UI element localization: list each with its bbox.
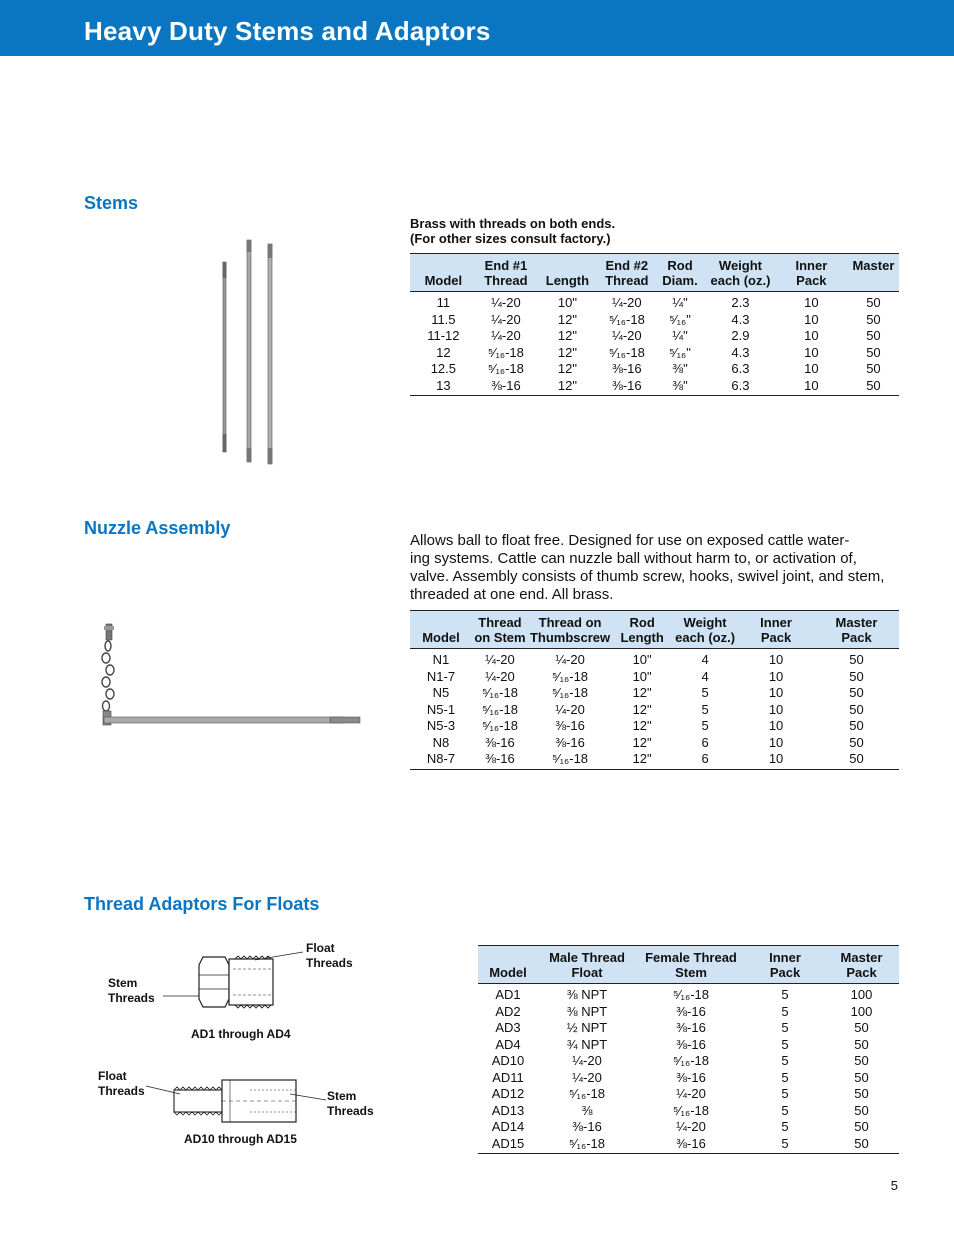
column-header xyxy=(848,254,899,292)
table-cell: 12" xyxy=(557,344,577,360)
stems-note-line1: Brass with threads on both ends. xyxy=(410,216,616,231)
header-line: End #2 xyxy=(605,258,649,273)
header-line: Model xyxy=(424,273,463,288)
stems-section-title: Stems xyxy=(84,193,139,213)
table-cell: 11.5 xyxy=(431,311,456,327)
nuzzle-section-title: Nuzzle Assembly xyxy=(84,518,231,538)
table-cell: AD13 xyxy=(491,1102,525,1118)
table-cell: 10 xyxy=(768,652,784,667)
table-cell: 50 xyxy=(849,701,864,717)
table-cell: 6 xyxy=(701,751,709,766)
header-line: Master xyxy=(840,950,883,965)
header-line: End #1 xyxy=(484,258,528,273)
leader-lines-diagram2 xyxy=(140,1080,340,1120)
table-cell: 10 xyxy=(804,344,819,360)
header-line: Thread xyxy=(484,273,528,288)
table-cell: AD2 xyxy=(495,1003,521,1019)
table-cell: ¾ NPT xyxy=(566,1036,608,1052)
table-cell: 5 xyxy=(781,1102,789,1118)
adaptors-section-title: Thread Adaptors For Floats xyxy=(84,894,320,914)
label-line: Stem xyxy=(327,1089,357,1103)
header-line: Stem xyxy=(675,965,707,980)
header-line: on Stem xyxy=(474,630,526,645)
table-row xyxy=(410,735,899,752)
stem-threads-label xyxy=(108,976,155,1006)
column-header xyxy=(775,254,848,292)
table-cell: ¼-20 xyxy=(572,1053,602,1068)
table-cell: 12" xyxy=(632,685,652,700)
table-cell: 10 xyxy=(768,701,784,717)
table-cell: 100 xyxy=(850,1003,873,1019)
table-cell: 50 xyxy=(854,1119,869,1134)
table-cell: ⁵⁄₁₆-18 xyxy=(481,685,518,700)
table-cell: 50 xyxy=(854,1086,869,1101)
table-cell: ⁵⁄₁₆-18 xyxy=(569,1086,605,1101)
table-cell: 4.3 xyxy=(731,311,750,327)
column-header xyxy=(600,254,654,292)
table-cell: 5 xyxy=(781,1036,789,1052)
column-header xyxy=(538,946,636,984)
label-line: Threads xyxy=(327,1104,374,1118)
label-line: Threads xyxy=(306,956,353,970)
table-cell: 50 xyxy=(849,685,864,700)
table-cell: 10 xyxy=(804,311,819,327)
table-cell: 50 xyxy=(854,1036,869,1052)
table-row xyxy=(478,1119,899,1136)
table-cell: 5 xyxy=(701,718,709,733)
header-line: Model xyxy=(489,965,527,980)
table-cell: ⅜" xyxy=(672,377,688,393)
adaptors-table xyxy=(478,945,899,1154)
table-cell: 10" xyxy=(557,295,577,310)
nuzzle-desc-line: valve. Assembly consists of thumb screw, hooks, swivel joint, and stem, xyxy=(410,568,885,585)
table-cell: AD15 xyxy=(491,1135,525,1151)
table-cell: ⅜ NPT xyxy=(566,1003,608,1019)
thumb-screw xyxy=(104,624,114,640)
column-header xyxy=(746,946,824,984)
nuzzle-description xyxy=(410,532,884,604)
table-cell: AD4 xyxy=(495,1036,521,1052)
header-line: Rod xyxy=(667,258,693,273)
table-cell: 12" xyxy=(557,377,577,393)
diagram1-caption: AD1 through AD4 xyxy=(191,1027,291,1041)
table-cell: N8-7 xyxy=(426,751,456,766)
header-line xyxy=(850,273,897,288)
table-row xyxy=(410,312,899,329)
table-row xyxy=(478,984,899,1004)
table-cell: ⁵⁄₁₆-18 xyxy=(552,668,589,684)
table-cell: 12" xyxy=(632,734,652,750)
nuzzle-table xyxy=(410,610,899,770)
table-cell: 5 xyxy=(781,1135,789,1151)
table-cell: N8 xyxy=(432,734,450,750)
header-line: Female Thread xyxy=(645,950,737,965)
header-line: Diam. xyxy=(662,273,698,288)
table-cell: 12 xyxy=(436,344,451,360)
header-line xyxy=(537,258,598,273)
column-header xyxy=(528,611,612,649)
header-line: Inner xyxy=(769,950,801,965)
column-header xyxy=(672,611,738,649)
table-cell: ¼-20 xyxy=(555,701,585,717)
label-line: Float xyxy=(98,1069,127,1083)
header-line: Weight xyxy=(718,258,763,273)
table-cell: 6.3 xyxy=(731,377,750,393)
column-header xyxy=(477,254,535,292)
table-cell: 4.3 xyxy=(731,344,750,360)
stems-table xyxy=(410,253,899,396)
stems-illustration xyxy=(215,238,285,468)
table-cell: N5-3 xyxy=(426,718,456,733)
table-cell: ⅜-16 xyxy=(612,377,642,393)
table-cell: ⁵⁄₁₆-18 xyxy=(673,1053,709,1068)
column-header xyxy=(535,254,600,292)
table-row xyxy=(410,292,899,312)
header-line: Male Thread xyxy=(549,950,625,965)
table-cell: ⅜" xyxy=(672,361,688,376)
table-cell: 12" xyxy=(632,701,652,717)
label-line: Stem xyxy=(108,976,138,990)
table-cell: 10 xyxy=(768,685,784,700)
header-line: Inner xyxy=(760,615,792,630)
table-cell: 10" xyxy=(632,668,652,684)
header-line: Pack xyxy=(846,965,877,980)
table-cell: 4 xyxy=(701,668,709,684)
header-line: Master xyxy=(835,615,878,630)
column-header xyxy=(410,254,477,292)
header-line: Inner xyxy=(795,258,828,273)
column-header xyxy=(654,254,706,292)
table-cell: ⅜-16 xyxy=(676,1020,706,1035)
table-cell: 100 xyxy=(850,987,873,1002)
table-cell: ⅜-16 xyxy=(676,1003,706,1019)
table-row xyxy=(478,1053,899,1070)
table-cell: 11 xyxy=(436,295,451,310)
table-cell: AD1 xyxy=(495,987,521,1002)
table-cell: N1-7 xyxy=(426,668,456,684)
label-line: Threads xyxy=(108,991,155,1005)
table-cell: ¼-20 xyxy=(491,328,521,343)
table-row xyxy=(478,1103,899,1120)
table-cell: 10 xyxy=(804,295,819,310)
table-cell: ¼-20 xyxy=(555,652,585,667)
column-header xyxy=(738,611,814,649)
table-cell: ⁵⁄₁₆" xyxy=(669,344,691,360)
table-row xyxy=(478,1037,899,1054)
table-cell: ⅜-16 xyxy=(572,1119,602,1134)
table-cell: AD10 xyxy=(491,1053,525,1068)
table-cell: 12.5 xyxy=(430,361,457,376)
page-title: Heavy Duty Stems and Adaptors xyxy=(84,16,491,46)
table-cell: 10 xyxy=(804,361,819,376)
nuzzle-desc-line: Allows ball to float free. Designed for use on exposed cattle water- xyxy=(410,532,850,549)
table-cell: 50 xyxy=(854,1053,869,1068)
table-cell: ⁵⁄₁₆-18 xyxy=(487,361,524,376)
header-line: Pack xyxy=(841,630,872,645)
table-row xyxy=(478,1136,899,1154)
table-cell: AD3 xyxy=(495,1020,521,1035)
table-cell: 12" xyxy=(632,718,652,733)
label-line: Threads xyxy=(98,1084,145,1098)
float-threads-label xyxy=(306,941,353,971)
table-cell: ⅜-16 xyxy=(676,1036,706,1052)
table-cell: ¼" xyxy=(672,295,688,310)
table-cell: 5 xyxy=(701,701,709,717)
stems-note-line2: (For other sizes consult factory.) xyxy=(410,231,611,246)
nuzzle-desc-line: ing systems. Cattle can nuzzle ball without harm to, or activation of, xyxy=(410,550,857,567)
header-line: Weight xyxy=(683,615,727,630)
table-row xyxy=(410,345,899,362)
table-cell: ¼-20 xyxy=(491,311,521,327)
header-line xyxy=(412,615,470,630)
header-line: Master xyxy=(852,258,895,273)
table-cell: 5 xyxy=(781,1053,789,1068)
table-cell: ⅜-16 xyxy=(612,361,642,376)
column-header xyxy=(636,946,746,984)
table-cell: 10 xyxy=(768,734,784,750)
nuzzle-desc-line: threaded at one end. All brass. xyxy=(410,586,614,603)
stems-note xyxy=(410,216,615,246)
table-cell: ¼-20 xyxy=(676,1119,706,1134)
table-cell: 5 xyxy=(781,1003,789,1019)
table-cell: AD12 xyxy=(491,1086,525,1101)
table-cell: AD14 xyxy=(491,1119,525,1134)
table-cell: 50 xyxy=(854,1069,869,1085)
diagram2-caption: AD10 through AD15 xyxy=(184,1132,297,1146)
table-cell: ⅜ xyxy=(581,1102,593,1118)
table-row xyxy=(410,718,899,735)
table-row xyxy=(410,685,899,702)
table-cell: ⅜-16 xyxy=(485,751,515,766)
header-line: Thread xyxy=(478,615,522,630)
column-header xyxy=(410,611,472,649)
table-cell: 50 xyxy=(866,344,881,360)
table-cell: N1 xyxy=(432,652,450,667)
table-cell: ⁵⁄₁₆-18 xyxy=(569,1135,605,1151)
stem-rod-medium xyxy=(247,240,252,462)
table-cell: ¼" xyxy=(672,328,688,343)
column-header xyxy=(814,611,899,649)
table-cell: 4 xyxy=(701,652,709,667)
table-cell: 50 xyxy=(849,751,864,766)
table-cell: 2.3 xyxy=(731,295,750,310)
table-cell: 50 xyxy=(866,361,881,376)
table-cell: 5 xyxy=(701,685,709,700)
header-banner xyxy=(0,0,954,56)
table-row xyxy=(410,669,899,686)
header-line: each (oz.) xyxy=(710,273,771,288)
table-cell: ⅜ NPT xyxy=(566,987,608,1002)
table-cell: ⁵⁄₁₆-18 xyxy=(481,718,518,733)
table-cell: ⁵⁄₁₆-18 xyxy=(673,1102,709,1118)
table-cell: 5 xyxy=(781,1020,789,1035)
table-cell: 5 xyxy=(781,1069,789,1085)
table-cell: ⅜-16 xyxy=(485,734,515,750)
table-cell: 50 xyxy=(854,1102,869,1118)
float-threads-label xyxy=(98,1069,145,1099)
header-line: Thumbscrew xyxy=(529,630,611,645)
table-cell: ⅜-16 xyxy=(555,718,585,733)
table-cell: 50 xyxy=(866,295,881,310)
table-cell: 10 xyxy=(768,668,784,684)
header-line: Pack xyxy=(760,630,792,645)
table-cell: 50 xyxy=(849,718,864,733)
table-cell: 10 xyxy=(768,751,784,766)
header-line: Thread on xyxy=(538,615,602,630)
hook-chain xyxy=(102,641,114,711)
header-line: Rod xyxy=(629,615,655,630)
table-cell: 10 xyxy=(768,718,784,733)
table-row xyxy=(410,378,899,396)
header-line: Float xyxy=(571,965,603,980)
table-cell: AD11 xyxy=(492,1069,524,1085)
column-header xyxy=(706,254,775,292)
table-cell: ⁵⁄₁₆-18 xyxy=(481,701,518,717)
page-number: 5 xyxy=(890,1178,898,1193)
table-cell: N5-1 xyxy=(426,701,456,717)
table-row xyxy=(410,751,899,769)
header-line: Length xyxy=(620,630,664,645)
column-header xyxy=(478,946,538,984)
table-cell: 50 xyxy=(866,328,881,343)
table-row xyxy=(478,1020,899,1037)
table-cell: ½ NPT xyxy=(566,1020,608,1035)
table-cell: 5 xyxy=(781,987,789,1002)
table-cell: ¼-20 xyxy=(612,328,642,343)
table-cell: ¼-20 xyxy=(612,295,642,310)
header-line xyxy=(480,950,536,965)
header-line xyxy=(412,258,475,273)
table-cell: ¼-20 xyxy=(676,1086,706,1101)
table-cell: 50 xyxy=(849,734,864,750)
header-line: each (oz.) xyxy=(675,630,736,645)
table-cell: 50 xyxy=(854,1020,869,1035)
table-cell: ⁵⁄₁₆-18 xyxy=(608,311,645,327)
table-cell: N5 xyxy=(432,685,450,700)
table-cell: 12" xyxy=(557,311,577,327)
column-header xyxy=(824,946,899,984)
table-cell: 50 xyxy=(849,668,864,684)
table-cell: ⅜-16 xyxy=(555,734,585,750)
table-cell: 12" xyxy=(632,751,652,766)
table-cell: 50 xyxy=(849,652,864,667)
table-row xyxy=(478,1004,899,1021)
nuzzle-stem-rod xyxy=(104,717,360,723)
table-row xyxy=(410,702,899,719)
stem-rod-long xyxy=(268,244,273,464)
column-header xyxy=(612,611,672,649)
table-cell: 6 xyxy=(701,734,709,750)
table-cell: ⁵⁄₁₆-18 xyxy=(608,344,645,360)
nuzzle-assembly-illustration xyxy=(98,620,368,740)
stem-threads-label xyxy=(327,1089,374,1119)
table-row xyxy=(478,1086,899,1103)
table-cell: 10" xyxy=(632,652,652,667)
table-row xyxy=(478,1070,899,1087)
table-cell: 13 xyxy=(436,377,451,393)
table-cell: ⁵⁄₁₆-18 xyxy=(552,751,589,766)
table-cell: ¼-20 xyxy=(491,295,521,310)
table-cell: ⅜-16 xyxy=(676,1135,706,1151)
table-cell: 50 xyxy=(866,311,881,327)
table-cell: ⁵⁄₁₆" xyxy=(669,311,691,327)
column-header xyxy=(472,611,528,649)
table-cell: 50 xyxy=(866,377,881,393)
table-row xyxy=(410,328,899,345)
table-cell: 5 xyxy=(781,1119,789,1134)
table-cell: ⁵⁄₁₆-18 xyxy=(673,987,709,1002)
table-cell: 50 xyxy=(854,1135,869,1151)
table-cell: 6.3 xyxy=(731,361,750,376)
table-cell: ⅜-16 xyxy=(676,1069,706,1085)
header-line: Thread xyxy=(605,273,649,288)
table-cell: ¼-20 xyxy=(485,668,515,684)
table-cell: ¼-20 xyxy=(572,1069,602,1085)
table-cell: 2.9 xyxy=(731,328,750,343)
table-cell: ¼-20 xyxy=(485,652,515,667)
header-line: Pack xyxy=(769,965,801,980)
stem-rod-short xyxy=(223,262,227,452)
table-cell: ⅜-16 xyxy=(491,377,521,393)
table-cell: ⁵⁄₁₆-18 xyxy=(487,344,524,360)
table-cell: 5 xyxy=(781,1086,789,1101)
label-line: Float xyxy=(306,941,335,955)
table-row xyxy=(410,361,899,378)
table-cell: ⁵⁄₁₆-18 xyxy=(552,685,589,700)
table-cell: 10 xyxy=(804,328,819,343)
table-cell: 11-12 xyxy=(427,328,460,343)
table-cell: 12" xyxy=(557,328,577,343)
header-line: Pack xyxy=(796,273,827,288)
header-line: Model xyxy=(422,630,460,645)
table-cell: 12" xyxy=(557,361,577,376)
header-line: Length xyxy=(545,273,590,288)
table-cell: 10 xyxy=(804,377,819,393)
table-row xyxy=(410,649,899,669)
